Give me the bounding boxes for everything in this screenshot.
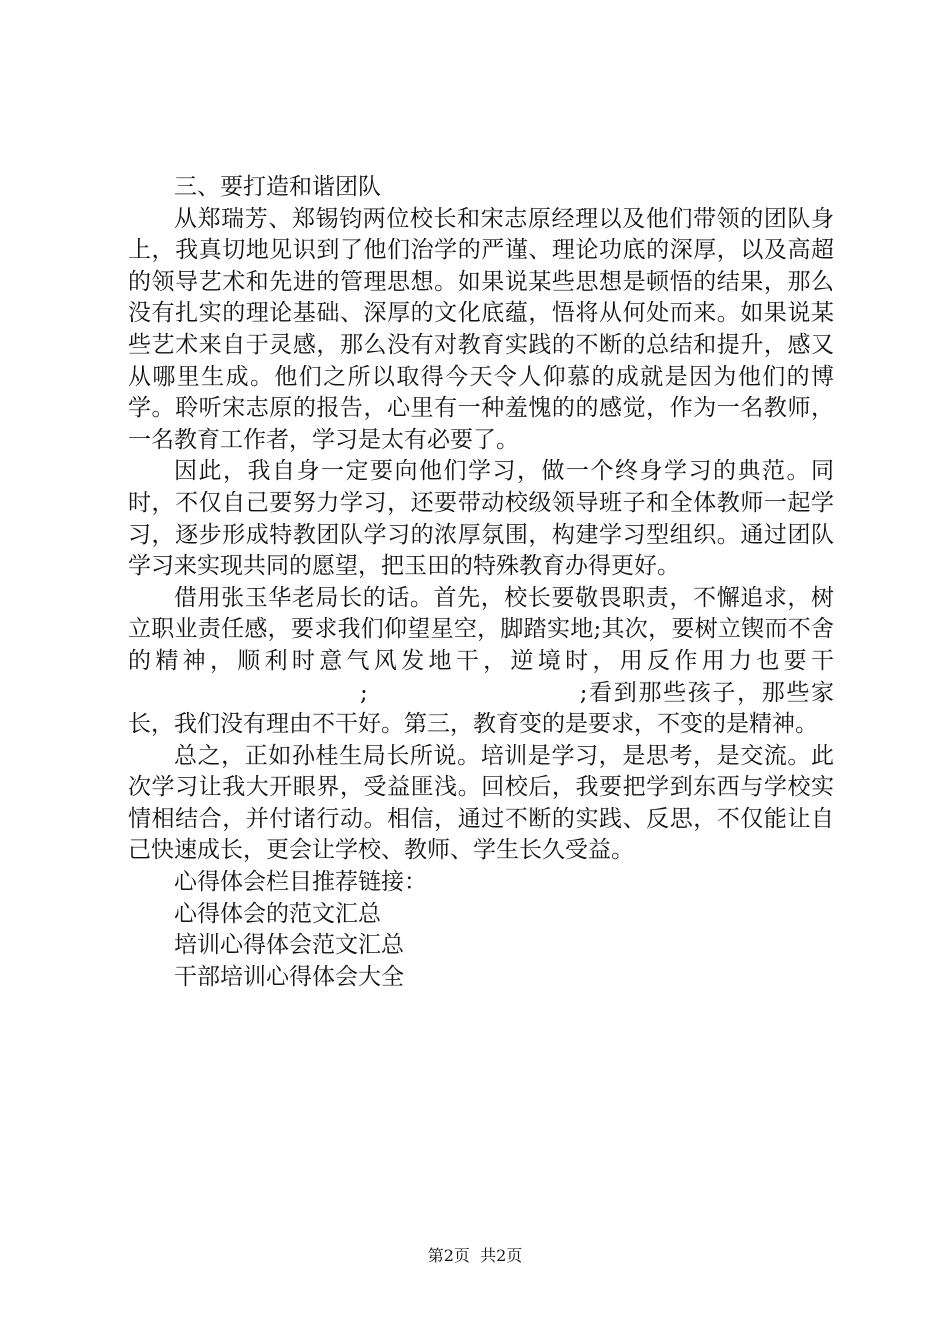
paragraph-4: 总之，正如孙桂生局长所说。培训是学习，是思考，是交流。此次学习让我大开眼界，受益匪浅。回校后，我要把学到东西与学校实情相结合，并付诸行动。相信，通过不断的实践、反思，不仅能让自己快速成长，更会让学校、教师、学生长久受益。 xyxy=(128,742,834,864)
paragraph-3-part-1: 借用张玉华老局长的话。首先，校长要敬畏职责，不懈追求，树立职业责任感，要求我们仰望星空，脚踏实地;其次，要树立锲而不舍的精神，顺利时意气风发地干，逆境时，用反作用力也要干 xyxy=(128,584,834,674)
link-item[interactable]: 心得体会的范文汇总 xyxy=(174,900,381,927)
paragraph-3 xyxy=(128,583,834,741)
paragraph-3-separator-1: ; xyxy=(360,679,368,706)
links-heading: 心得体会栏目推荐链接： xyxy=(174,869,427,896)
paragraph-2: 因此，我自身一定要向他们学习，做一个终身学习的典范。同时，不仅自己要努力学习，还要带动校级领导班子和全体教师一起学习，逐步形成特教团队学习的浓厚氛围，构建学习型组织。通过团队学习来实现共同的愿望，把玉田的特殊教育办得更好。 xyxy=(128,458,834,580)
paragraph-1: 从郑瑞芳、郑锡钧两位校长和宋志原经理以及他们带领的团队身上，我真切地见识到了他们治学的严谨、理论功底的深厚，以及高超的领导艺术和先进的管理思想。如果说某些思想是顿悟的结果，那么没有扎实的理论基础、深厚的文化底蕴，悟将从何处而来。如果说某些艺术来自于灵感，那么没有对教育实践的不断的总结和提升，感又从哪里生成。他们之所以取得今天令人仰慕的成就是因为他们的博学。聆听宋志原的报告，心里有一种羞愧的的感觉，作为一名教师，一名教育工作者，学习是太有必要了。 xyxy=(128,205,834,453)
link-item[interactable]: 干部培训心得体会大全 xyxy=(174,963,404,990)
section-heading: 三、要打造和谐团队 xyxy=(174,174,381,200)
paragraph-3-separator-2: ; xyxy=(579,679,588,706)
link-item[interactable]: 培训心得体会范文汇总 xyxy=(174,932,404,959)
page-footer xyxy=(0,1243,950,1266)
page-number: 第2页 xyxy=(427,1246,470,1265)
paragraph-3-part-2: 看到那些孩子，那些家长，我们没有理由不干好。第三，教育变的是要求，不变的是精神。 xyxy=(128,679,834,738)
page-total: 共2页 xyxy=(480,1246,523,1265)
document-body xyxy=(128,172,834,993)
